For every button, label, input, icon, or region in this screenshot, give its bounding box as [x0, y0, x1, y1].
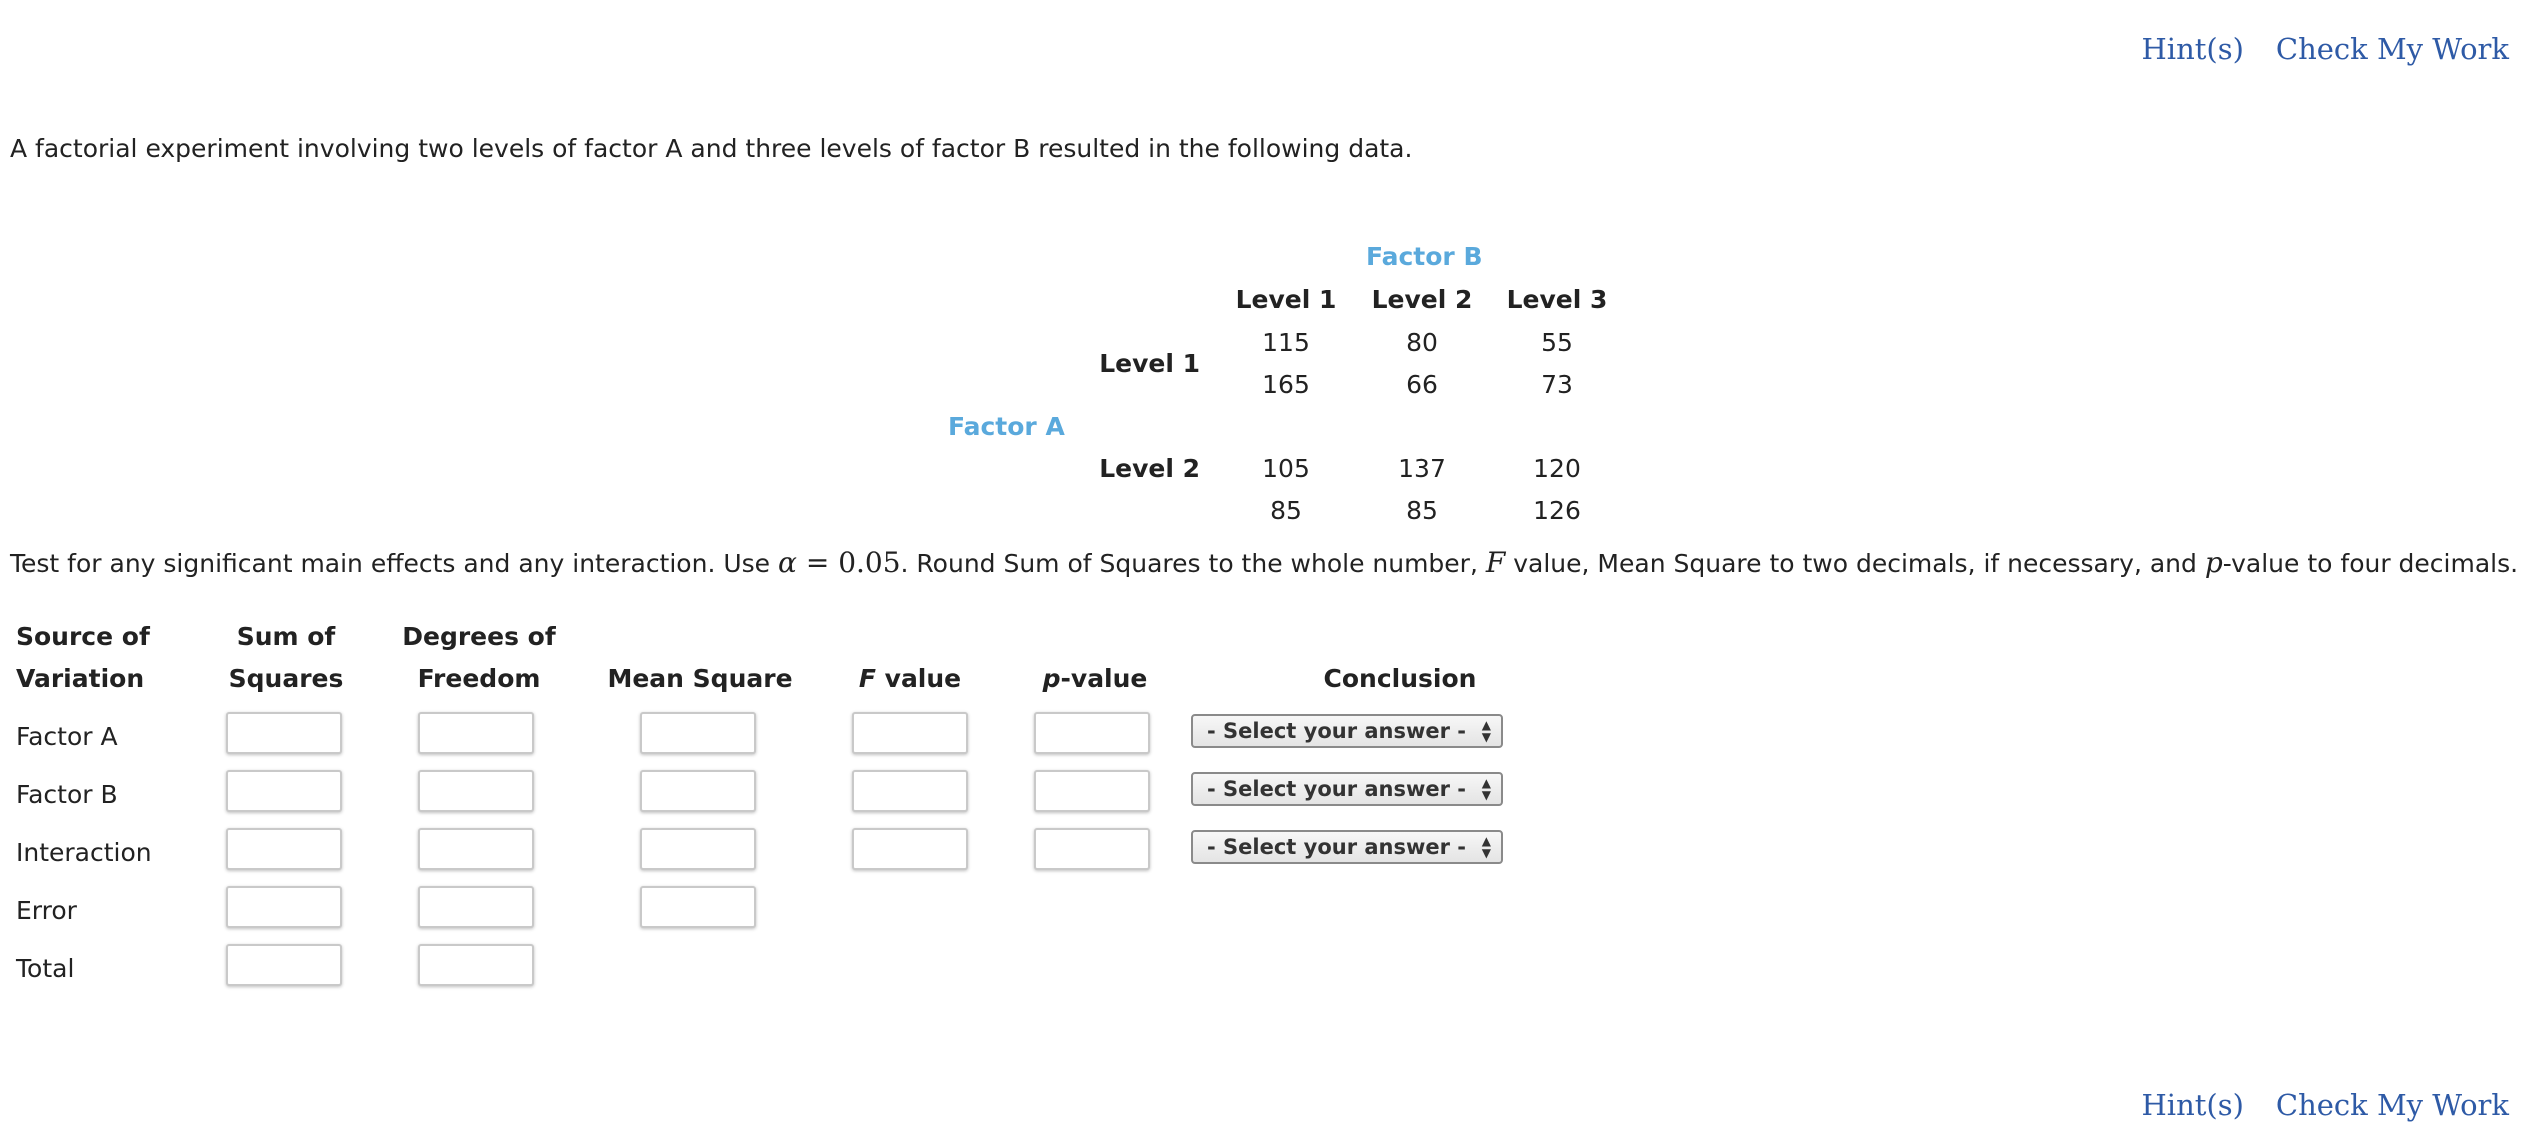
f-symbol: F: [1485, 546, 1506, 579]
hints-link-bottom[interactable]: Hint(s): [2141, 1088, 2244, 1122]
factor-b-conclusion-select[interactable]: [1191, 772, 1503, 806]
factor-a-p-input[interactable]: [1034, 712, 1150, 754]
instructions-part-3: value, Mean Square to two decimals, if necessary, and: [1505, 549, 2205, 578]
interaction-ss-input[interactable]: [226, 828, 342, 870]
factor-b-f-input[interactable]: [852, 770, 968, 812]
col-header-level-2: Level 2: [1371, 285, 1473, 314]
header-df-line-1: Degrees of: [402, 622, 556, 651]
factor-a-conclusion-select[interactable]: [1191, 714, 1503, 748]
data-cell: 66: [1406, 370, 1438, 399]
data-cell: 137: [1398, 454, 1446, 483]
header-source-line-1: Source of: [16, 622, 150, 651]
row-label-interaction: Interaction: [16, 838, 152, 867]
header-ss-line-1: Sum of: [236, 622, 336, 651]
header-source-of-variation: [16, 616, 150, 700]
interaction-p-input[interactable]: [1034, 828, 1150, 870]
total-ss-input[interactable]: [226, 944, 342, 986]
top-links: [2142, 32, 2510, 66]
row-label-total: Total: [16, 954, 75, 983]
interaction-f-input[interactable]: [852, 828, 968, 870]
data-cell: 120: [1533, 454, 1581, 483]
instructions-part-1: Test for any significant main effects and any interaction. Use: [10, 549, 778, 578]
select-arrows-icon: ▲ ▼: [1481, 834, 1491, 860]
hints-link-top[interactable]: Hint(s): [2141, 32, 2244, 66]
instructions-part-4: -value to four decimals.: [2222, 549, 2519, 578]
header-sum-of-squares: [216, 616, 356, 700]
check-my-work-link-top[interactable]: Check My Work: [2275, 32, 2509, 66]
header-p-rest: -value: [1060, 664, 1148, 693]
error-ss-input[interactable]: [226, 886, 342, 928]
select-arrows-icon: ▲ ▼: [1481, 718, 1491, 744]
factor-a-header: Factor A: [948, 412, 1065, 441]
row-label-factor-a: Factor A: [16, 722, 118, 751]
header-f-italic: F: [858, 664, 876, 693]
interaction-ms-input[interactable]: [640, 828, 756, 870]
check-my-work-link-bottom[interactable]: Check My Work: [2275, 1088, 2509, 1122]
data-cell: 85: [1270, 496, 1302, 525]
header-degrees-of-freedom: [396, 616, 562, 700]
factor-b-ms-input[interactable]: [640, 770, 756, 812]
data-cell: 115: [1262, 328, 1310, 357]
data-cell: 165: [1262, 370, 1310, 399]
bottom-links: [2142, 1088, 2510, 1122]
header-p-italic: p: [1042, 664, 1061, 693]
row-header-level-1: Level 1: [1099, 349, 1200, 378]
factor-b-ss-input[interactable]: [226, 770, 342, 812]
instructions-text: [10, 546, 2518, 579]
factor-a-f-input[interactable]: [852, 712, 968, 754]
error-df-input[interactable]: [418, 886, 534, 928]
factor-b-df-input[interactable]: [418, 770, 534, 812]
factor-a-df-input[interactable]: [418, 712, 534, 754]
data-cell: 126: [1533, 496, 1581, 525]
factor-a-ms-input[interactable]: [640, 712, 756, 754]
error-ms-input[interactable]: [640, 886, 756, 928]
equals-sign: =: [796, 546, 839, 579]
data-cell: 85: [1406, 496, 1438, 525]
p-symbol: p: [2204, 546, 2223, 579]
select-arrows-icon: ▲ ▼: [1481, 776, 1491, 802]
factor-b-header: Factor B: [1366, 242, 1483, 271]
header-df-line-2: Freedom: [417, 664, 541, 693]
factor-b-p-input[interactable]: [1034, 770, 1150, 812]
interaction-select-label: - Select your answer -: [1207, 835, 1467, 859]
interaction-df-input[interactable]: [418, 828, 534, 870]
data-cell: 105: [1262, 454, 1310, 483]
row-label-factor-b: Factor B: [16, 780, 118, 809]
row-label-error: Error: [16, 896, 77, 925]
header-f-value: [840, 658, 980, 700]
total-df-input[interactable]: [418, 944, 534, 986]
data-cell: 73: [1541, 370, 1573, 399]
header-mean-square: Mean Square: [607, 664, 793, 693]
interaction-conclusion-select[interactable]: [1191, 830, 1503, 864]
col-header-level-1: Level 1: [1235, 285, 1337, 314]
header-ss-line-2: Squares: [228, 664, 344, 693]
data-cell: 80: [1406, 328, 1438, 357]
intro-text: A factorial experiment involving two levels of factor A and three levels of factor B resulted in the following data.: [10, 134, 1413, 163]
instructions-part-2: . Round Sum of Squares to the whole number,: [900, 549, 1486, 578]
factor-a-ss-input[interactable]: [226, 712, 342, 754]
factor-a-select-label: - Select your answer -: [1207, 719, 1467, 743]
header-p-value: [1020, 658, 1170, 700]
alpha-value: 0.05: [838, 546, 901, 579]
alpha-symbol: α: [778, 546, 797, 579]
row-header-level-2: Level 2: [1099, 454, 1200, 483]
data-cell: 55: [1541, 328, 1573, 357]
header-conclusion: Conclusion: [1323, 664, 1477, 693]
col-header-level-3: Level 3: [1506, 285, 1608, 314]
factor-b-select-label: - Select your answer -: [1207, 777, 1467, 801]
header-f-rest: value: [875, 664, 962, 693]
header-source-line-2: Variation: [16, 664, 145, 693]
